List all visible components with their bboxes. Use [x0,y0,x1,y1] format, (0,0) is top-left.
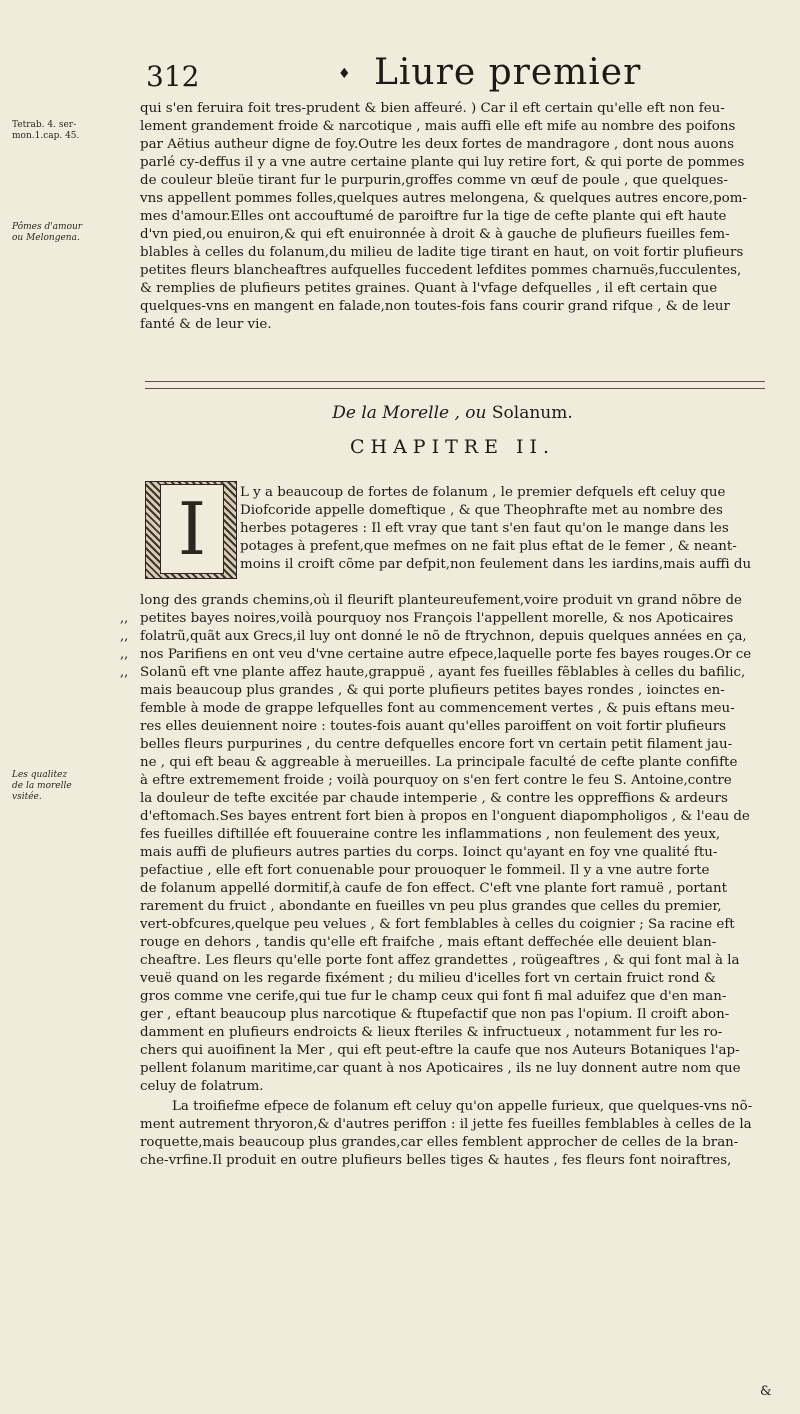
running-head [140,52,720,96]
text-line: res elles deuiennent noire : toutes-fois auant qu'elles paroiffent on voit fortir plufieurs [140,719,727,734]
text-line: long des grands chemins,où il fleurift planteureufement,voire produit vn grand nõbre de [140,593,742,608]
text-line: & remplies de plufieurs petites graines. Quant à l'vfage defquelles , il eft certain que [140,281,718,296]
book-title: Liure premier [374,52,642,93]
text-line: blables à celles du folanum,du milieu de ladite tige tirant en haut, on voit fortir plufieurs [140,245,744,260]
text-line: potages à prefent,que mefmes on ne fait plus eftat de le femer , & neant- [240,539,737,554]
text-line: belles fleurs purpurines , du centre defquelles encore fort vn certain petit filament jau- [140,737,733,752]
text-line: ger , eftant beaucoup plus narcotique & ftupefactif que non pas l'opium. Il croift abon- [140,1007,730,1022]
text-line: cheaftre. Les fleurs qu'elle porte font affez grandettes , roügeaftres , & qui font mal à la [140,953,740,968]
text-line: roquette,mais beaucoup plus grandes,car elles femblent approcher de celles de la bran- [140,1135,739,1150]
margin-note-line: Tetrab. 4. ser- [12,120,77,130]
text-line: L y a beaucoup de fortes de folanum , le premier defquels eft celuy que [240,485,726,500]
text-line: petites bayes noires,voilà pourquoy nos François l'appellent morelle, & nos Apoticaires [140,611,734,626]
intro-paragraph [140,100,765,334]
text-line: vns appellent pommes folles,quelques autres melongena, & quelques autres encore,pom- [140,191,747,206]
text-line: fes fueilles diftillée eft fouueraine contre les inflammations , non feulement des yeux, [140,827,721,842]
section-title [140,403,765,423]
text-line: ne , qui eft beau & aggreable à merueilles. La principale faculté de cefte plante confifte [140,755,738,770]
section-divider [145,381,765,389]
text-line: celuy de folatrum. [140,1079,264,1094]
initial-letter: I [160,484,224,574]
text-line: gros comme vne cerife,qui tue fur le champ ceux qui font fi mal aduifez que d'en man- [140,989,727,1004]
text-line: qui s'en feruira foit tres-prudent & bien affeuré. ) Car il eft certain qu'elle eft non feu- [140,101,725,116]
margin-note-line: ou Melongena. [12,233,80,243]
margin-note-line: Les qualitez [12,770,68,780]
text-line: veuë quand on les regarde fixément ; du milieu d'icelles fort vn certain fruict rond & [140,971,716,986]
text-line: Solanũ eft vne plante affez haute,grappuë , ayant fes fueilles fẽblables à celles du bafilic, [140,665,746,680]
text-line: vert-obfcures,quelque peu velues , & fort femblables à celles du coignier ; Sa racine eft [140,917,735,932]
text-line: pellent folanum maritime,car quant à nos Apoticaires , ils ne luy donnent autre nom que [140,1061,741,1076]
margin-note-qualitez [12,770,72,803]
section-title-roman: Solanum. [491,403,573,423]
text-line: quelques-vns en mangent en falade,non toutes-fois fans courir grand rifque , & de leur [140,299,730,314]
quote-mark: ,, [120,665,129,680]
text-line: la douleur de tefte excitée par chaude intemperie , & contre les oppreffions & ardeurs [140,791,728,806]
text-line: parlé cy-deffus il y a vne autre certaine plante qui luy retire fort, & qui porte de pommes [140,155,745,170]
text-line: fanté & de leur vie. [140,317,272,332]
chapter-heading: CHAPITRE II. [349,436,556,458]
text-line: nos Parifiens en ont veu d'vne certaine autre efpece,laquelle porte fes bayes rouges.Or ce [140,647,752,662]
final-paragraph [140,1098,765,1170]
text-line: rarement du fruict , abondante en fueilles vn peu plus grandes que celles du premier, [140,899,722,914]
text-line: de folanum appellé dormitif,à caufe de fon effect. C'eft vne plante fort ramuë , portant [140,881,728,896]
text-line: ment autrement thryoron,& d'autres periffon : il jette fes fueilles femblables à celles de la [140,1117,752,1132]
text-line: chers qui auoifinent la Mer , qui eft peut-eftre la caufe que nos Auteurs Botaniques l'ap- [140,1043,740,1058]
text-line: mais beaucoup plus grandes , & qui porte plufieurs petites bayes rondes , ioinctes en- [140,683,725,698]
text-line: mes d'amour.Elles ont accouftumé de paroiftre fur la tige de cefte plante qui eft haute [140,209,727,224]
text-line: d'eftomach.Ses bayes entrent fort bien à propos en l'onguent diapompholigos , & l'eau de [140,809,750,824]
text-line: par Aëtius autheur digne de foy.Outre les deux fortes de mandragore , dont nous auons [140,137,735,152]
text-line: La troifiefme efpece de folanum eft celuy qu'on appelle furieux, que quelques-vns nõ- [172,1099,753,1114]
text-line: de couleur bleüe tirant fur le purpurin,groffes comme vn œuf de poule , que quelques- [140,173,728,188]
margin-note-line: de la morelle [12,781,72,791]
text-line: d'vn pied,ou enuiron,& qui eft enuironnée à droit & à gauche de plufieurs fueilles fem- [140,227,730,242]
text-line: pefactiue , elle eft fort conuenable pour prouoquer le fommeil. Il y a vne autre forte [140,863,710,878]
section-title-italic: De la Morelle , ou [332,403,487,423]
margin-note-reference [12,120,79,142]
text-line: à eftre extremement froide ; voilà pourquoy on s'en fert contre le feu S. Antoine,contre [140,773,732,788]
quote-mark: ,, [120,629,129,644]
margin-note-line: Pômes d'amour [12,222,83,232]
text-line: Diofcoride appelle domeftique , & que Theophrafte met au nombre des [240,503,723,518]
drop-cap-paragraph [240,484,765,574]
head-ornament-icon: ♦ [338,66,351,82]
text-line: folatrũ,quãt aux Grecs,il luy ont donné le nõ de ftrychnon, depuis quelques années en ça, [140,629,747,644]
text-line: rouge en dehors , tandis qu'elle eft fraifche , mais eftant deffechée elle deuient blan- [140,935,717,950]
margin-note-line: mon.1.cap. 45. [12,131,80,141]
text-line: che-vrfine.Il produit en outre plufieurs belles tiges & hautes , fes fleurs font noiraftres, [140,1153,732,1168]
body-paragraph [140,592,765,1096]
catchword: & [760,1384,772,1399]
quote-mark: ,, [120,611,129,626]
text-line: mais auffi de plufieurs autres parties du corps. Ioinct qu'ayant en foy vne qualité ftu- [140,845,718,860]
text-line: petites fleurs blancheaftres aufquelles fuccedent lefdites pommes charnuës,fucculentes, [140,263,742,278]
quote-mark: ,, [120,647,129,662]
margin-note-line: vsitée. [12,792,42,802]
text-line: moins il croift cõme par defpit,non feulement dans les iardins,mais auffi du [240,557,752,572]
text-line: lement grandement froide & narcotique , mais auffi elle eft mife au nombre des poifons [140,119,736,134]
text-line: herbes potageres : Il eft vray que tant s'en faut qu'on le mange dans les [240,521,729,536]
ornamental-initial [145,481,237,579]
text-line: femble à mode de grappe lefquelles font au commencement vertes , & puis eftans meu- [140,701,735,716]
page-number: 312 [146,60,200,93]
margin-note-pommes [12,222,82,244]
text-line: damment en plufieurs endroicts & lieux fteriles & infructueux , notamment fur les ro- [140,1025,723,1040]
